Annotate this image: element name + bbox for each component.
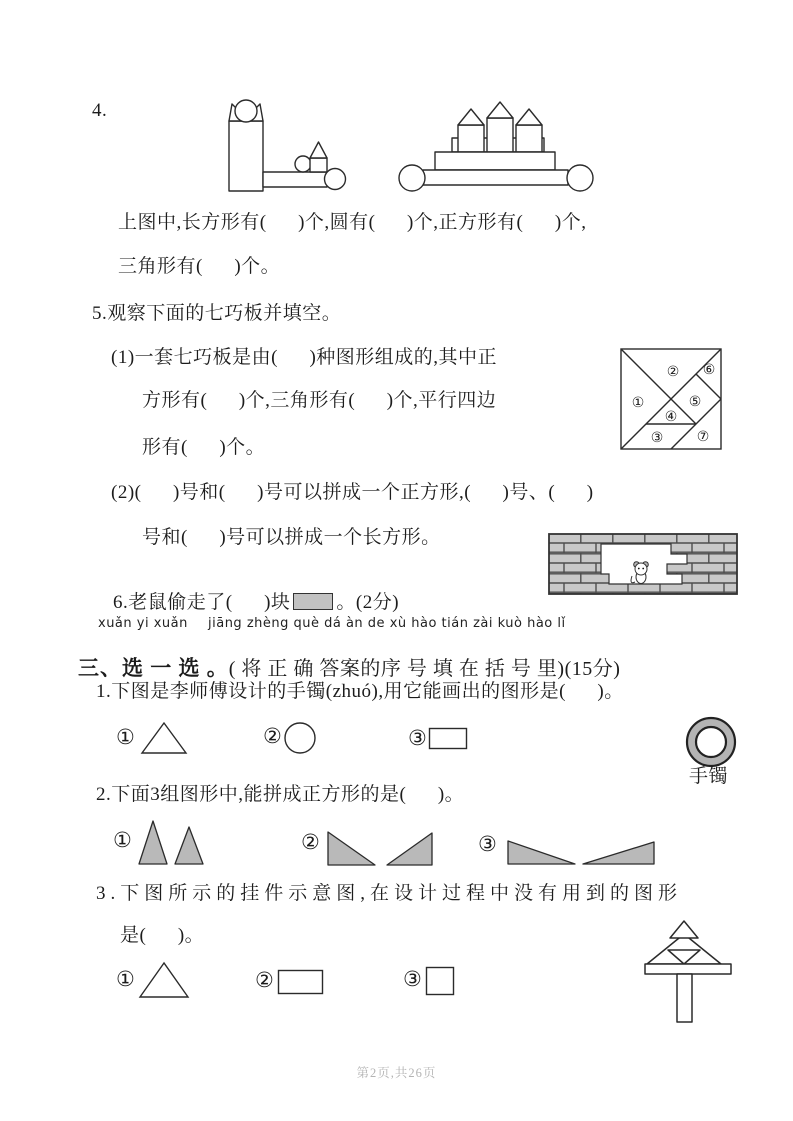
left-wheel-circle bbox=[399, 165, 425, 191]
q3-3-option1-digit: ① bbox=[116, 967, 135, 991]
pendant-stem-rectangle bbox=[677, 974, 692, 1022]
bracelet-label: 手镯 bbox=[689, 766, 729, 787]
base-bar-rectangle bbox=[263, 172, 327, 187]
middle-rectangle bbox=[435, 152, 555, 170]
q3-1-option3-digit: ③ bbox=[408, 726, 427, 750]
two-thin-triangles-icon bbox=[506, 833, 658, 867]
q3-3-option3-digit: ③ bbox=[403, 967, 422, 991]
pinyin-jiang-zhengque: jiāng zhèng què dá àn de xù hào tián zài kuò hào lǐ bbox=[208, 616, 566, 631]
tangram-label-7: ⑦ bbox=[696, 429, 710, 445]
circle-option-icon bbox=[283, 721, 317, 755]
q5-part1-line1: (1)一套七巧板是由( )种图形组成的,其中正 bbox=[111, 347, 498, 368]
rectangle-option-icon bbox=[428, 727, 470, 752]
q3-1-option2-digit: ② bbox=[263, 724, 282, 748]
q3-1-option1-digit: ① bbox=[116, 725, 135, 749]
house-roof-triangle bbox=[310, 142, 327, 158]
square-option-icon bbox=[425, 966, 456, 997]
q4-line2: 三角形有( )个。 bbox=[118, 256, 281, 277]
pendant-figure bbox=[644, 918, 734, 1026]
q6-text-prefix: 6.老鼠偷走了( )块 bbox=[113, 591, 291, 613]
q3-1-text: 1.下图是李师傅设计的手镯(zhuó),用它能画出的图形是( )。 bbox=[96, 681, 624, 702]
triangle-option-icon bbox=[138, 720, 190, 756]
building-blocks-figure-a bbox=[222, 98, 362, 195]
left-crayon-roof bbox=[458, 109, 484, 125]
two-tall-triangles-icon bbox=[137, 819, 209, 867]
middle-crayon-roof bbox=[487, 102, 513, 118]
q5-title: 5.观察下面的七巧板并填空。 bbox=[92, 303, 342, 324]
right-crayon-roof bbox=[516, 109, 542, 125]
pendant-bar-rectangle bbox=[645, 964, 731, 974]
q6-text-suffix: 。(2分) bbox=[336, 591, 400, 613]
right-crayon-body bbox=[516, 125, 542, 152]
middle-crayon-body bbox=[487, 118, 513, 152]
rectangle-option-icon bbox=[277, 969, 325, 996]
tangram-label-1: ① bbox=[631, 395, 645, 411]
bracelet-figure bbox=[685, 716, 737, 768]
pendant-top-triangle bbox=[670, 921, 698, 938]
tangram-label-6: ⑥ bbox=[702, 362, 716, 378]
q3-3-line1: 3.下图所示的挂件示意图,在设计过程中没有用到的图形 bbox=[96, 883, 683, 904]
q3-3-line2: 是( )。 bbox=[120, 925, 205, 946]
q3-3-option2-digit: ② bbox=[255, 968, 274, 992]
tangram-label-2: ② bbox=[666, 364, 680, 380]
crown-circle bbox=[235, 100, 257, 122]
q3-2-text: 2.下面3组图形中,能拼成正方形的是( )。 bbox=[96, 784, 465, 805]
brick-wall-figure bbox=[548, 533, 738, 596]
tangram-label-3: ③ bbox=[650, 430, 664, 446]
triangle-option-icon bbox=[137, 960, 191, 1000]
bottom-bar-rectangle bbox=[423, 170, 568, 185]
building-blocks-figure-b bbox=[396, 101, 598, 197]
wheel-circle bbox=[325, 169, 346, 190]
house-square bbox=[310, 158, 327, 172]
tangram-label-5: ⑤ bbox=[688, 394, 702, 410]
q5-part1-line3: 形有( )个。 bbox=[142, 437, 266, 458]
q4-line1: 上图中,长方形有( )个,圆有( )个,正方形有( )个, bbox=[118, 212, 587, 233]
q3-2-option2-digit: ② bbox=[301, 830, 320, 854]
section3-title-rest: ( 将 正 确 答案的序 号 填 在 括 号 里)(15分) bbox=[228, 658, 621, 680]
q4-number: 4. bbox=[92, 100, 108, 121]
small-circle bbox=[295, 156, 311, 172]
q3-2-option1-digit: ① bbox=[113, 828, 132, 852]
q5-part2-line1: (2)( )号和( )号可以拼成一个正方形,( )号、( ) bbox=[111, 482, 594, 503]
q5-part2-line2: 号和( )号可以拼成一个长方形。 bbox=[142, 527, 441, 548]
section3-title-bold: 三、选 一 选 。 bbox=[78, 656, 229, 680]
two-right-triangles-icon bbox=[326, 828, 438, 868]
tangram-figure bbox=[619, 347, 723, 451]
page-footer: 第2页,共26页 bbox=[356, 1066, 437, 1080]
right-wheel-circle bbox=[567, 165, 593, 191]
left-crayon-body bbox=[458, 125, 484, 152]
pinyin-xuan-yi-xuan: xuǎn yi xuǎn bbox=[98, 616, 188, 631]
q3-2-option3-digit: ③ bbox=[478, 832, 497, 856]
brick-rectangle-icon bbox=[293, 593, 333, 610]
tower-rectangle bbox=[229, 121, 263, 191]
tangram-label-4: ④ bbox=[664, 409, 678, 425]
q5-part1-line2: 方形有( )个,三角形有( )个,平行四边 bbox=[142, 390, 497, 411]
